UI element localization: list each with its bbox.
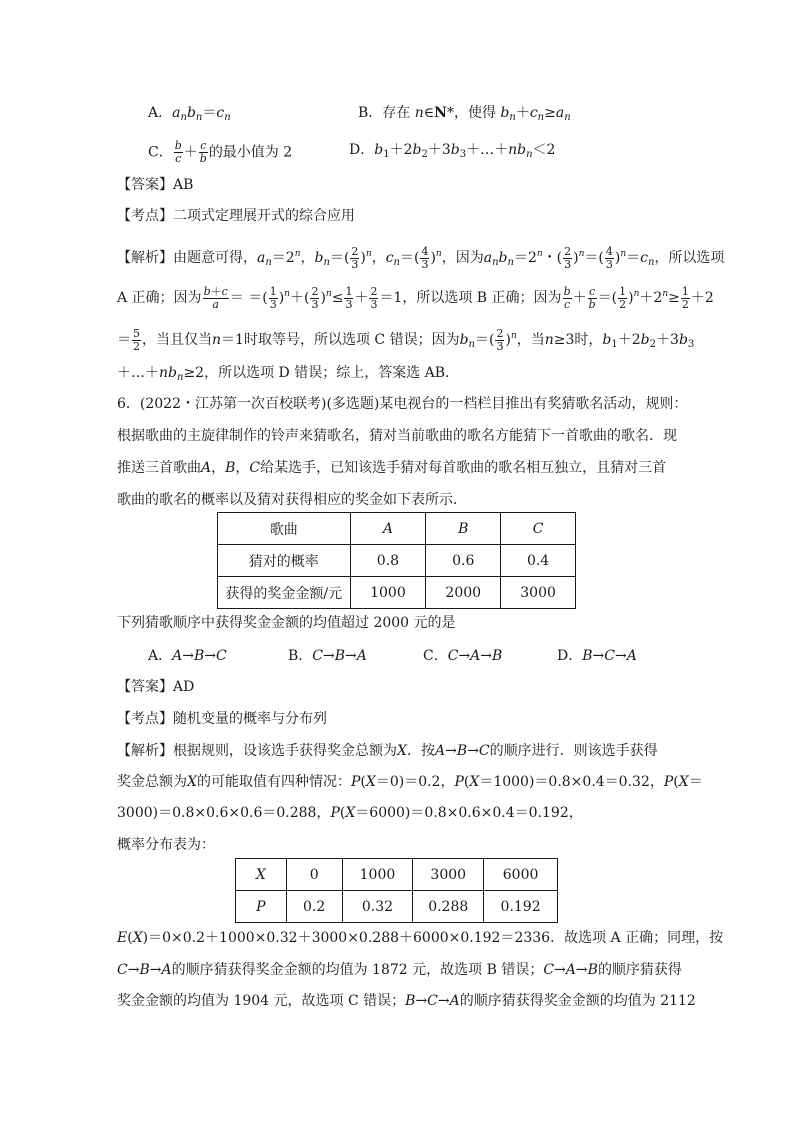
- point-line: 【考点】二项式定理展开式的综合应用: [117, 208, 355, 224]
- option-a: A．$a_nb_n=c_n$: [148, 105, 231, 123]
- table-cell: 3000: [413, 859, 484, 891]
- q6-option-a: A．A→B→C: [148, 648, 227, 664]
- expectation-line-2: C→B→A的顺序猜获得奖金金额的均值为 1872 元，故选项 B 错误；C→A→B的顺序猜获得: [117, 962, 682, 978]
- table-cell: 0.2: [286, 891, 342, 923]
- q6-line-3: 推送三首歌曲A，B，C给某选手，已知该选手猜对每首歌曲的歌名相互独立，且猜对三首: [117, 460, 667, 476]
- table-cell: 1000: [350, 577, 426, 609]
- q6-analysis-line-2: 奖金总额为X的可能取值有四种情况：P(X＝0)＝0.2，P(X＝1000)＝0.8×0.4＝0.32，P(X＝: [117, 774, 703, 790]
- table-cell: A: [350, 513, 426, 545]
- table-cell: 0.192: [484, 891, 558, 923]
- q6-option-d: D．B→C→A: [557, 648, 637, 664]
- q6-answer-line: 【答案】AD: [117, 679, 195, 695]
- analysis-line-1: 【解析】由题意可得，$a_n=2^n$，$b_n=$( $\frac{2}{3}$ )$^n$，$c_n=$( $\frac{4}{3}$ )$^n$，因为$a_nb_n=2^n$・( $\frac{2}{3}$ )$^n$＝( $\frac{4}{3}$ )$^n=c_n$，所以选项: [117, 244, 725, 271]
- table-row: [236, 859, 558, 891]
- expectation-line-3: 奖金金额的均值为 1904 元，故选项 C 错误；B→C→A的顺序猜获得奖金金额的均值为 2112: [117, 993, 696, 1009]
- option-b: B．存在 n∈N*，使得 $b_n+c_n\ge a_n$: [358, 105, 571, 123]
- expectation-line-1: E(X)＝0×0.2＋1000×0.32＋3000×0.288＋6000×0.192＝2336．故选项 A 正确；同理，按: [117, 930, 724, 946]
- table-cell: 猜对的概率: [218, 545, 351, 577]
- table-cell: 6000: [484, 859, 558, 891]
- table-cell: 3000: [501, 577, 576, 609]
- q6-analysis-line-1: 【解析】根据规则，设该选手获得奖金总额为X．按A→B→C的顺序进行．则该选手获得: [117, 743, 658, 759]
- distribution-table: [235, 858, 558, 923]
- table-row: [218, 545, 576, 577]
- table-row: [218, 577, 576, 609]
- table-cell: 0.8: [350, 545, 426, 577]
- q6-option-b: B．C→B→A: [288, 648, 367, 664]
- answer-line: 【答案】AB: [117, 177, 194, 193]
- table-cell: 0.6: [426, 545, 501, 577]
- table-cell: B: [426, 513, 501, 545]
- q6-question: 下列猜歌顺序中获得奖金金额的均值超过 2000 元的是: [117, 615, 456, 631]
- prize-table: [217, 512, 576, 609]
- table-row: [236, 891, 558, 923]
- table-cell: 1000: [342, 859, 413, 891]
- table-cell: 0.4: [501, 545, 576, 577]
- option-d: D．$b_1+2b_2+3b_3+\dots+nb_n<2$: [349, 142, 556, 160]
- table-cell: P: [236, 891, 287, 923]
- dist-label: 概率分布表为：: [117, 837, 215, 853]
- analysis-line-2: A 正确；因为 $\frac{b+c}{a}$ ＝ ＝( $\frac{1}{3}$ )$^n$＋( $\frac{2}{3}$ )$^n$≤ $\frac{1}{3}$ ＋ $\frac{2}{3}$ ＝1，所以选项 B 正确；因为 $\frac{b}{c}$ ＋ $\frac{c}{b}$ ＝( $\frac{1}{2}$ )$^n+2^n\ge$ $\frac{1}{2}$ ＋2: [117, 284, 714, 311]
- table-cell: 0: [286, 859, 342, 891]
- q6-line-1: 6．(2022・江苏第一次百校联考)(多选题)某电视台的一档栏目推出有奖猜歌名活动，规则：: [117, 396, 688, 412]
- q6-option-c: C．C→A→B: [423, 648, 503, 664]
- table-cell: C: [501, 513, 576, 545]
- option-c: C． $\frac{b}{c}$ ＋ $\frac{c}{b}$ 的最小值为 2: [148, 139, 293, 165]
- table-cell: 0.32: [342, 891, 413, 923]
- analysis-line-4: $+\dots+nb_n\ge 2$，所以选项 D 错误；综上，答案选 AB．: [117, 365, 460, 383]
- table-cell: 0.288: [413, 891, 484, 923]
- table-cell: 2000: [426, 577, 501, 609]
- table-cell: 歌曲: [218, 513, 351, 545]
- table-cell: 获得的奖金金额/元: [218, 577, 351, 609]
- table-row: [218, 513, 576, 545]
- q6-line-2: 根据歌曲的主旋律制作的铃声来猜歌名，猜对当前歌曲的歌名方能猜下一首歌曲的歌名．现: [117, 428, 677, 444]
- q6-point-line: 【考点】随机变量的概率与分布列: [117, 711, 327, 727]
- table-cell: X: [236, 859, 287, 891]
- q6-analysis-line-3: 3000)＝0.8×0.6×0.6＝0.288，P(X＝6000)＝0.8×0.6×0.4＝0.192，: [117, 805, 583, 821]
- analysis-line-3: ＝ $\frac{5}{2}$ ，当且仅当n＝1时取等号，所以选项 C 错误；因为$b_n=$( $\frac{2}{3}$ )$^n$，当n≥3时，$b_1+2b_2+3b_3$: [117, 326, 695, 353]
- q6-line-4: 歌曲的歌名的概率以及猜对获得相应的奖金如下表所示．: [117, 492, 467, 508]
